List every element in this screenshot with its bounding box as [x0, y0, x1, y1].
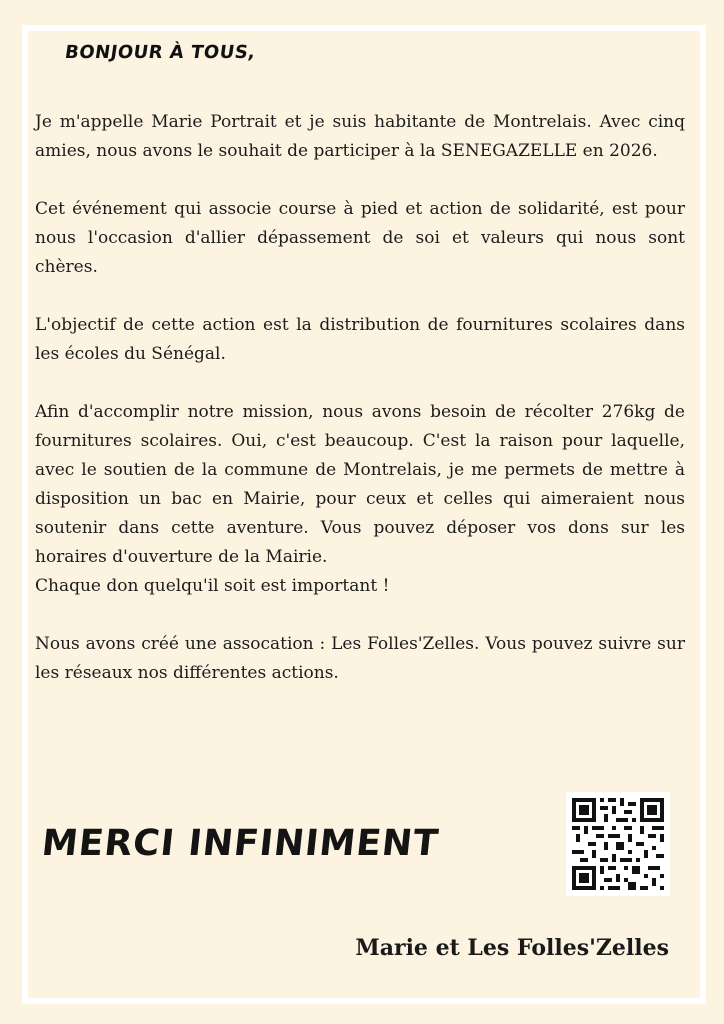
thank-you-heading: MERCI INFINIMENT — [39, 823, 441, 864]
greeting-heading: BONJOUR À TOUS, — [63, 42, 258, 63]
paragraph-objective: L'objectif de cette action est la distribution de fournitures scolaires dans les écoles du Sénégal. — [35, 315, 685, 364]
paragraph-event: Cet événement qui associe course à pied et action de solidarité, est pour nous l'occasion d'allier dépassement de soi et valeurs qui nous sont chères. — [35, 199, 685, 277]
paragraph-mission: Afin d'accomplir notre mission, nous avons besoin de récolter 276kg de fournitures scolaires. Oui, c'est beaucoup. C'est la raison pour laquelle, avec le soutien de la commune de Montrelais, je me permets de mettre à disposition un bac en Mairie, pour ceux et celles qui aimeraient nous soutenir dans cette aventure. Vous pouvez déposer vos dons sur les horaires d'ouverture de la Mairie. — [35, 402, 685, 567]
paragraph-association: Nous avons créé une assocation : Les Folles'Zelles. Vous pouvez suivre sur les réseaux nos différentes actions. — [35, 634, 685, 683]
letter-body — [35, 108, 685, 717]
paragraph-donation-note: Chaque don quelqu'il soit est important ! — [35, 576, 390, 596]
qr-code-icon[interactable] — [566, 792, 670, 896]
signature: Marie et Les Folles'Zelles — [355, 935, 669, 961]
paragraph-introduction: Je m'appelle Marie Portrait et je suis habitante de Montrelais. Avec cinq amies, nous avons le souhait de participer à la SENEGAZELLE en 2026. — [35, 112, 685, 161]
